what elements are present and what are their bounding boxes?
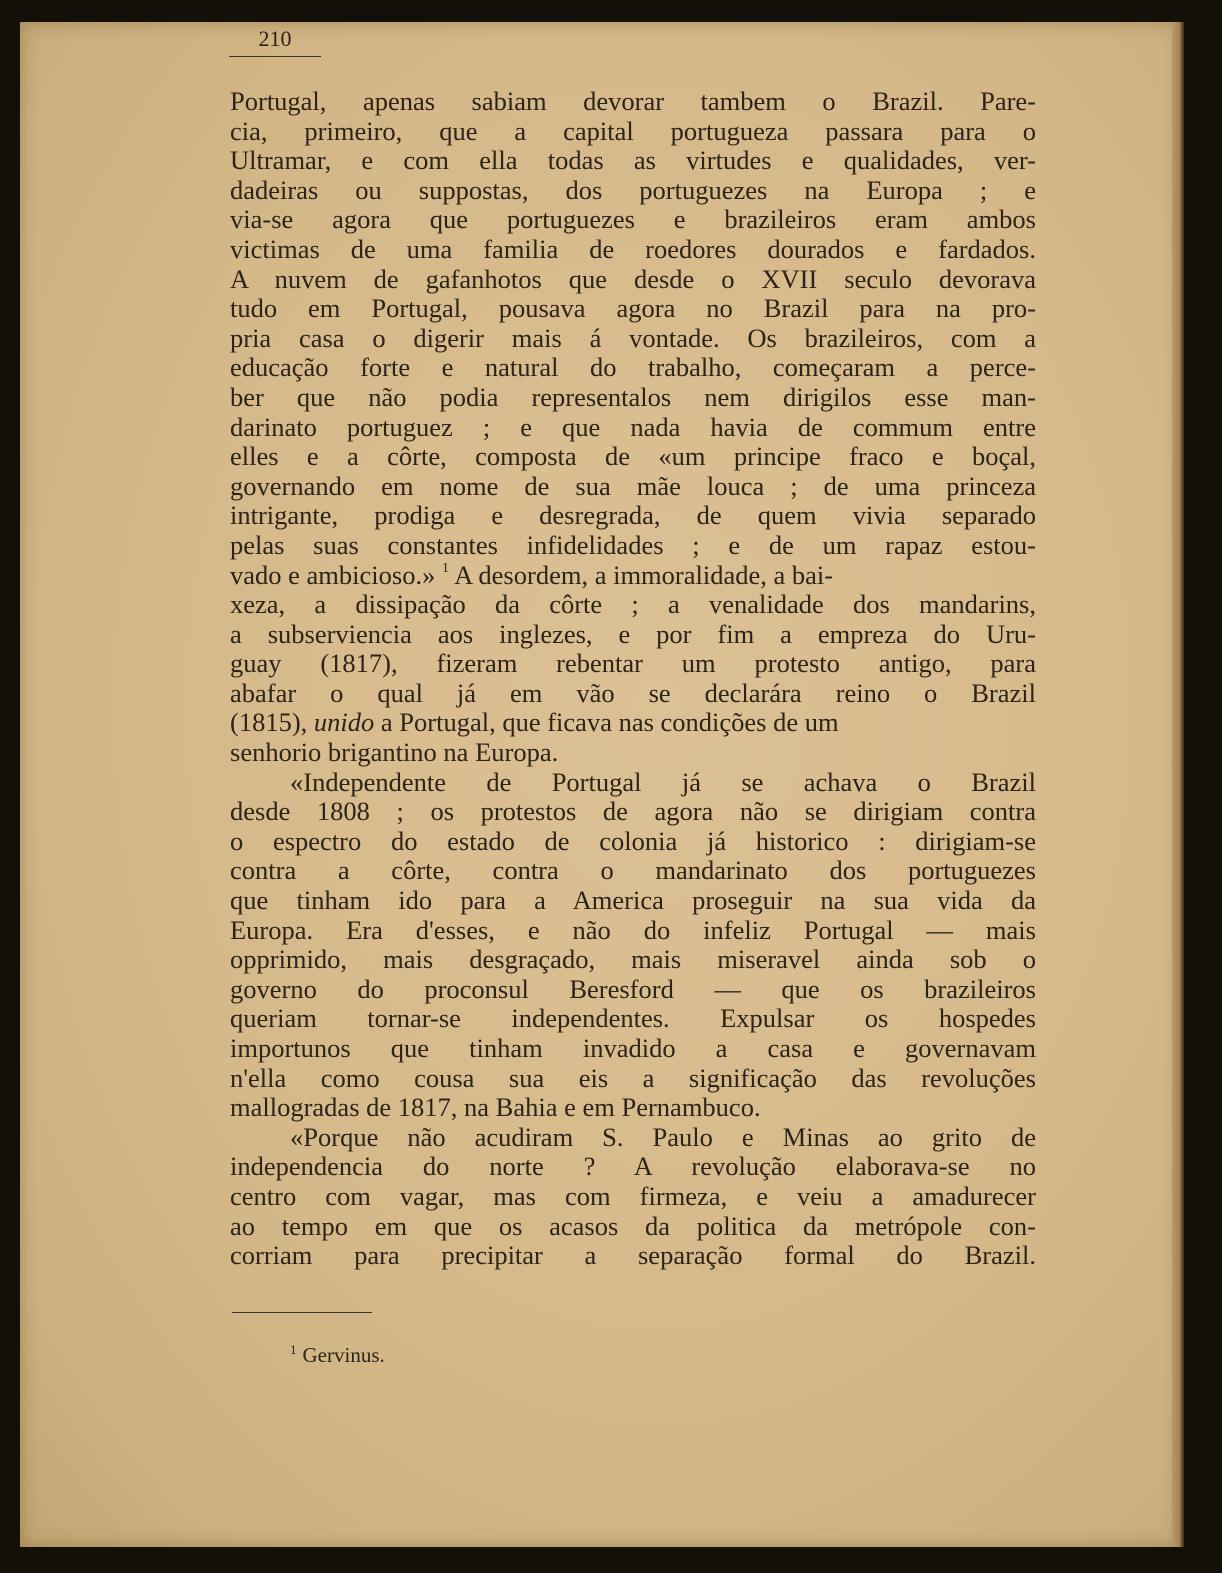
text-line: Europa. Era d'esses, e não do infeliz Portugal — mais (230, 914, 1036, 945)
text-line: victimas de uma familia de roedores dourados e fardados. (230, 233, 1036, 264)
text-line: independencia do norte ? A revolução elaborava-se no (230, 1151, 1036, 1182)
text-line: «Porque não acudiram S. Paulo e Minas ao grito de (290, 1121, 1036, 1152)
text-line: n'ella como cousa sua eis a significação das revoluções (230, 1062, 1036, 1093)
text-line: Portugal, apenas sabiam devorar tambem o Brazil. Pare- (230, 86, 1036, 116)
text-line: corriam para precipitar a separação formal do Brazil. (230, 1240, 1036, 1271)
footnote-marker: 1 (290, 1342, 297, 1357)
text-line: governando em nome de sua mãe louca ; de uma princeza (230, 470, 1036, 501)
text-line: pria casa o digerir mais á vontade. Os brazileiros, com a (230, 322, 1036, 353)
text-line: desde 1808 ; os protestos de agora não se dirigiam contra (230, 796, 1036, 827)
text-line: guay (1817), fizeram rebentar um protesto antigo, para (230, 648, 1036, 679)
page-number: 210 (258, 26, 292, 51)
text-line: cia, primeiro, que a capital portugueza passara para o (230, 115, 1036, 146)
text-line: importunos que tinham invadido a casa e governavam (230, 1033, 1036, 1063)
text-segment: vado e ambicioso.» (230, 559, 436, 590)
text-line: opprimido, mais desgraçado, mais miseravel ainda sob o (230, 944, 1036, 975)
text-line: «Independente de Portugal já se achava o Brazil (290, 766, 1036, 797)
text-segment: (1815), (230, 707, 308, 738)
italic-word: unido (313, 707, 375, 738)
text-line: via-se agora que portuguezes e brazileiros eram ambos (230, 204, 1036, 235)
body-text (230, 87, 1036, 1271)
text-line: intrigante, prodiga e desregrada, de quem vivia separado (230, 500, 1036, 531)
text-line: Ultramar, e com ella todas as virtudes e qualidades, ver- (230, 145, 1036, 176)
text-line: abafar o qual já em vão se declarára reino o Brazil (230, 677, 1036, 708)
page-edge (1172, 22, 1184, 1547)
text-line (230, 708, 1036, 738)
text-line: pelas suas constantes infidelidades ; e de um rapaz estou- (230, 529, 1036, 560)
text-line: senhorio brigantino na Europa. (230, 737, 559, 768)
text-line: elles e a côrte, composta de «um principe fraco e boçal, (230, 441, 1036, 472)
text-line: o espectro do estado de colonia já historico : dirigiam-se (230, 825, 1036, 856)
footnote-reference: 1 (441, 560, 449, 576)
text-segment: a Portugal, que ficava nas condições de um (374, 707, 839, 738)
footnote (290, 1343, 385, 1367)
text-line: ber que não podia representalos nem dirigilos esse man- (230, 381, 1036, 412)
text-line: dadeiras ou suppostas, dos portuguezes na Europa ; e (230, 174, 1036, 205)
text-segment: A desordem, a immoralidade, a bai- (448, 559, 834, 590)
text-line: A nuvem de gafanhotos que desde o XVII seculo devorava (230, 263, 1036, 294)
text-line (230, 561, 1036, 591)
text-line: contra a côrte, contra o mandarinato dos portuguezes (230, 855, 1036, 886)
text-line: centro com vagar, mas com firmeza, e veiu a amadurecer (230, 1180, 1036, 1211)
text-line: que tinham ido para a America proseguir na sua vida da (230, 885, 1036, 916)
footnote-rule (232, 1312, 372, 1313)
text-line: tudo em Portugal, pousava agora no Brazil para na pro- (230, 293, 1036, 324)
footnote-text: Gervinus. (302, 1343, 385, 1367)
text-line: mallogradas de 1817, na Bahia e em Pernambuco. (230, 1092, 761, 1123)
text-line: a subserviencia aos inglezes, e por fim a empreza do Uru- (230, 618, 1036, 649)
text-line: governo do proconsul Beresford — que os brazileiros (230, 973, 1036, 1004)
text-line: xeza, a dissipação da côrte ; a venalidade dos mandarins, (230, 589, 1036, 620)
text-line: ao tempo em que os acasos da politica da metrópole con- (230, 1210, 1036, 1241)
text-line: darinato portuguez ; e que nada havia de commum entre (230, 411, 1036, 442)
text-line: educação forte e natural do trabalho, começaram a perce- (230, 352, 1036, 383)
text-line: queriam tornar-se independentes. Expulsar os hospedes (230, 1003, 1036, 1034)
page-number-rule (229, 56, 321, 57)
